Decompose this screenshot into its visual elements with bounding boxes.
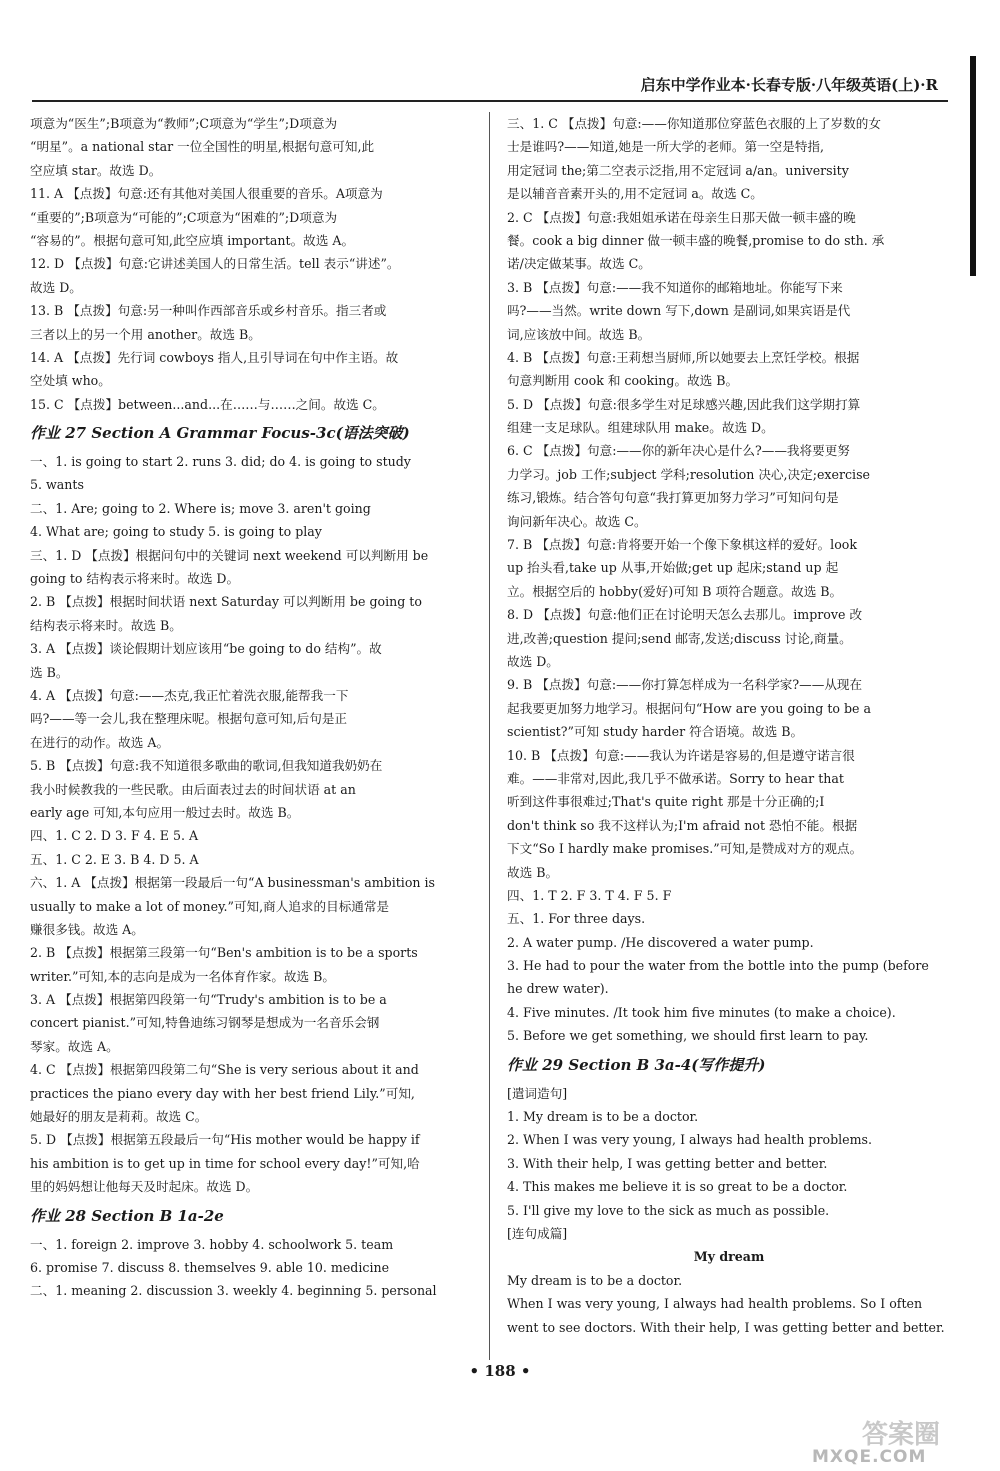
text-line: 吗?——当然。write down 写下,down 是副词,如果宾语是代: [507, 303, 851, 319]
text-line: 5. Before we get something, we should first learn to pay.: [507, 1028, 869, 1044]
text-line: 一、1. foreign 2. improve 3. hobby 4. schoolwork 5. team: [30, 1236, 394, 1252]
text-line: 5. B 【点拨】句意:我不知道很多歌曲的歌词,但我知道我奶奶在: [30, 758, 383, 774]
right-column: [507, 112, 951, 1339]
text-line: 作业 27 Section A Grammar Focus-3c(语法突破): [30, 424, 410, 443]
text-line: 2. B 【点拨】根据第三段第一句“Ben's ambition is to be a sports: [30, 945, 418, 961]
text-line: writer.”可知,本的志向是成为一名体育作家。故选 B。: [30, 968, 335, 984]
watermark-text: MXQE.COM: [812, 1447, 927, 1467]
text-line: 5. I'll give my love to the sick as much as possible.: [507, 1202, 830, 1218]
text-line: going to 结构表示将来时。故选 D。: [30, 571, 240, 587]
header-title: 启东中学作业本·长春专版·八年级英语(上)·R: [640, 76, 938, 94]
text-line: 在进行的动作。故选 A。: [30, 734, 170, 750]
text-line: “重要的”;B项意为“可能的”;C项意为“困难的”;D项意为: [30, 209, 338, 225]
text-line: 赚很多钱。故选 A。: [30, 921, 144, 937]
text-line: 一、1. is going to start 2. runs 3. did; do 4. is going to study: [30, 454, 411, 470]
text-line: 7. B 【点拨】句意:肯将要开始一个像下象棋这样的爱好。look: [507, 537, 857, 553]
text-line: 四、1. T 2. F 3. T 4. F 5. F: [507, 887, 672, 903]
text-line: 14. A 【点拨】先行词 cowboys 指人,且引导词在句中作主语。故: [30, 349, 399, 365]
text-line: 作业 28 Section B 1a-2e: [30, 1206, 224, 1225]
text-line: 项意为“医生”;B项意为“教师”;C项意为“学生”;D项意为: [30, 116, 338, 131]
text-line: 选 B。: [30, 664, 69, 680]
text-line: 士是谁吗?——知道,她是一所大学的老师。第一空是特指,: [507, 139, 825, 155]
text-line: My dream: [693, 1249, 765, 1265]
text-line: scientist?”可知 study harder 符合语境。故选 B。: [507, 724, 804, 740]
text-line: up 抬头看,take up 从事,开始做;get up 起床;stand up 起: [507, 560, 839, 576]
left-column: [30, 112, 478, 1303]
text-line: 3. With their help, I was getting better and better.: [507, 1155, 828, 1171]
text-line: 五、1. For three days.: [507, 911, 646, 927]
text-line: 故选 D。: [507, 653, 559, 669]
text-line: 询问新年决心。故选 C。: [507, 513, 647, 529]
text-line: 我小时候教我的一些民歌。由后面表过去的时间状语 at an: [30, 781, 356, 797]
text-line: practices the piano every day with her best friend Lily.”可知,: [30, 1085, 415, 1101]
text-line: 10. B 【点拨】句意:——我认为许诺是容易的,但是遵守诺言很: [507, 747, 855, 763]
text-line: 6. C 【点拨】句意:——你的新年决心是什么?——我将要更努: [507, 443, 850, 459]
text-line: his ambition is to get up in time for school every day!”可知,哈: [30, 1155, 420, 1171]
text-line: 9. B 【点拨】句意:——你打算怎样成为一名科学家?——从现在: [507, 677, 863, 693]
text-line: 2. A water pump. /He discovered a water pump.: [507, 934, 814, 950]
text-line: 8. D 【点拨】句意:他们正在讨论明天怎么去那儿。improve 改: [507, 607, 863, 623]
text-line: 3. He had to pour the water from the bottle into the pump (before: [507, 958, 929, 974]
page-number: • 188 •: [469, 1362, 531, 1380]
text-line: 吗?——等一会儿,我在整理床呢。根据句意可知,后句是正: [30, 711, 348, 727]
watermark-logo-icon: [812, 1415, 990, 1449]
text-line: 四、1. C 2. D 3. F 4. E 5. A: [30, 828, 199, 844]
text-line: 4. This makes me believe it is so great to be a doctor.: [507, 1179, 848, 1195]
text-line: 用定冠词 the;第二空表示泛指,用不定冠词 a/an。university: [507, 162, 849, 178]
text-line: My dream is to be a doctor.: [507, 1272, 683, 1288]
text-line: 她最好的朋友是莉莉。故选 C。: [30, 1109, 208, 1125]
text-line: 六、1. A 【点拨】根据第一段最后一句“A businessman's ambition is: [30, 875, 436, 891]
text-line: 11. A 【点拨】句意:还有其他对美国人很重要的音乐。A项意为: [30, 186, 383, 202]
text-line: 2. B 【点拨】根据时间状语 next Saturday 可以判断用 be going to: [30, 594, 422, 610]
text-line: 4. A 【点拨】句意:——杰克,我正忙着洗衣服,能帮我一下: [30, 687, 349, 703]
watermark-logo-text: 答案圈: [862, 1420, 941, 1449]
text-line: 12. D 【点拨】句意:它讲述美国人的日常生活。tell 表示“讲述”。: [30, 256, 400, 272]
page-edge-bar: [970, 56, 976, 276]
text-line: 3. B 【点拨】句意:——我不知道你的邮箱地址。你能写下来: [507, 279, 843, 295]
text-line: 13. B 【点拨】句意:另一种叫作西部音乐或乡村音乐。指三者或: [30, 303, 387, 319]
text-line: 故选 D。: [30, 279, 82, 295]
text-line: 4. C 【点拨】根据第四段第二句“She is very serious about it and: [30, 1062, 419, 1078]
text-line: 琴家。故选 A。: [30, 1038, 119, 1054]
text-line: 是以辅音音素开头的,用不定冠词 a。故选 C。: [507, 186, 763, 202]
text-line: 二、1. Are; going to 2. Where is; move 3. aren't going: [30, 500, 371, 516]
text-line: 5. D 【点拨】句意:很多学生对足球感兴趣,因此我们这学期打算: [507, 396, 861, 412]
text-line: 三、1. D 【点拨】根据问句中的关键词 next weekend 可以判断用 be: [30, 547, 429, 563]
text-line: 词,应该放中间。故选 B。: [507, 326, 651, 342]
text-line: 5. D 【点拨】根据第五段最后一句“His mother would be happy if: [30, 1132, 420, 1148]
text-line: 15. C 【点拨】between...and...在……与……之间。故选 C。: [30, 396, 385, 412]
column-divider: [489, 112, 490, 1360]
text-line: 4. What are; going to study 5. is going to play: [30, 524, 322, 540]
text-line: 2. C 【点拨】句意:我姐姐承诺在母亲生日那天做一顿丰盛的晚: [507, 209, 856, 225]
text-line: 空处填 who。: [30, 373, 111, 389]
text-line: 练习,锻炼。结合答句句意“我打算更加努力学习”可知问句是: [507, 490, 839, 506]
text-line: don't think so 我不这样认为;I'm afraid not 恐怕不能。根据: [507, 817, 858, 833]
text-line: 结构表示将来时。故选 B。: [30, 617, 182, 633]
text-line: 4. B 【点拨】句意:王莉想当厨师,所以她要去上烹饪学校。根据: [507, 349, 860, 365]
text-line: early age 可知,本句应用一般过去时。故选 B。: [30, 804, 300, 820]
text-line: 力学习。job 工作;subject 学科;resolution 决心,决定;exercise: [507, 466, 870, 482]
text-line: 空应填 star。故选 D。: [30, 162, 162, 178]
text-line: 故选 B。: [507, 864, 559, 880]
text-line: 3. A 【点拨】谈论假期计划应该用“be going to do 结构”。故: [30, 641, 382, 657]
text-line: 作业 29 Section B 3a-4(写作提升): [507, 1055, 766, 1074]
text-line: 组建一支足球队。组建球队用 make。故选 D。: [507, 420, 774, 436]
text-line: 3. A 【点拨】根据第四段第一句“Trudy's ambition is to be a: [30, 992, 387, 1008]
text-line: 进,改善;question 提问;send 邮寄,发送;discuss 讨论,商量。: [507, 630, 852, 646]
text-line: 餐。cook a big dinner 做一顿丰盛的晚餐,promise to do sth. 承: [507, 232, 885, 248]
text-line: 三者以上的另一个用 another。故选 B。: [30, 326, 261, 342]
text-line: 里的妈妈想让他每天及时起床。故选 D。: [30, 1179, 259, 1195]
text-line: usually to make a lot of money.”可知,商人追求的目标通常是: [30, 898, 390, 914]
text-line: 听到这件事很难过;That's quite right 那是十分正确的;I: [507, 794, 825, 810]
text-line: [遣词造句]: [507, 1085, 568, 1101]
text-line: 立。根据空后的 hobby(爱好)可知 B 项符合题意。故选 B。: [507, 583, 843, 599]
text-line: concert pianist.”可知,特鲁迪练习钢琴是想成为一名音乐会钢: [30, 1015, 380, 1031]
text-line: 下文“So I hardly make promises.”可知,是赞成对方的观点。: [507, 841, 863, 857]
text-line: 1. My dream is to be a doctor.: [507, 1109, 699, 1125]
text-line: 4. Five minutes. /It took him five minutes (to make a choice).: [507, 1004, 896, 1020]
text-line: 三、1. C 【点拨】句意:——你知道那位穿蓝色衣服的上了岁数的女: [507, 116, 881, 131]
text-line: “容易的”。根据句意可知,此空应填 important。故选 A。: [30, 232, 355, 248]
text-line: [连句成篇]: [507, 1225, 568, 1241]
text-line: When I was very young, I always had health problems. So I often: [507, 1296, 923, 1312]
text-line: 起我要更加努力地学习。根据问句“How are you going to be a: [507, 700, 872, 716]
text-line: 2. When I was very young, I always had health problems.: [507, 1132, 873, 1148]
text-line: 难。——非常对,因此,我几乎不做承诺。Sorry to hear that: [507, 770, 844, 786]
page-header: [32, 74, 948, 102]
text-line: 二、1. meaning 2. discussion 3. weekly 4. beginning 5. personal: [30, 1283, 437, 1299]
text-line: 6. promise 7. discuss 8. themselves 9. able 10. medicine: [30, 1259, 390, 1275]
text-line: 5. wants: [30, 477, 84, 493]
text-line: “明星”。a national star 一位全国性的明星,根据句意可知,此: [30, 139, 375, 155]
text-line: he drew water).: [507, 981, 609, 997]
text-line: 诺/决定做某事。故选 C。: [507, 256, 651, 272]
watermark: [812, 1415, 990, 1467]
text-line: 句意判断用 cook 和 cooking。故选 B。: [507, 373, 739, 389]
text-line: went to see doctors. With their help, I was getting better and better.: [507, 1319, 945, 1335]
text-line: 五、1. C 2. E 3. B 4. D 5. A: [30, 851, 199, 867]
